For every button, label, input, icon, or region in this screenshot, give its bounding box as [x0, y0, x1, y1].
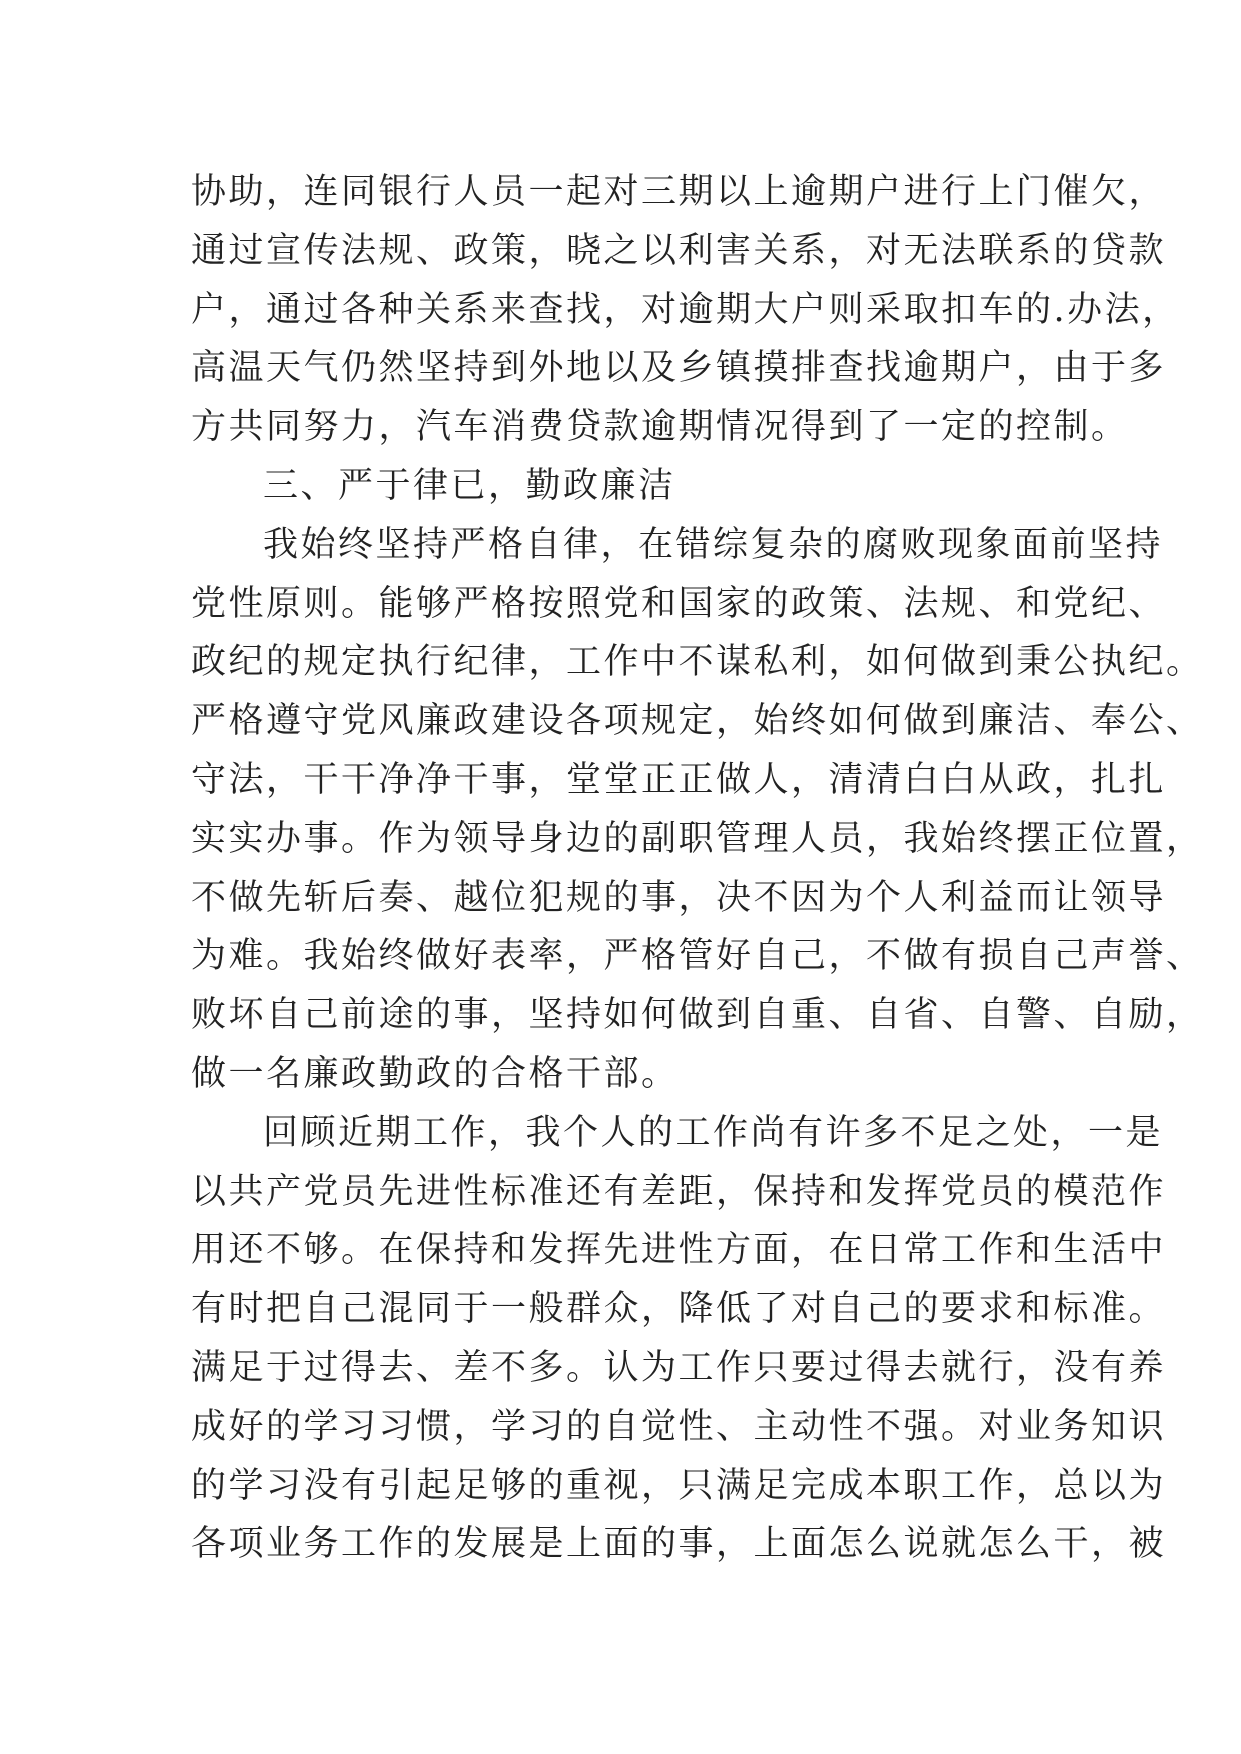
text-line: 方共同努力，汽车消费贷款逾期情况得到了一定的控制。 [191, 407, 1129, 448]
text-line: 败坏自己前途的事，坚持如何做到自重、自省、自警、自励， [191, 995, 1204, 1036]
text-line: 高温天气仍然坚持到外地以及乡镇摸排查找逾期户，由于多 [191, 348, 1167, 389]
paragraph-first-line: 我始终坚持严格自律，在错综复杂的腐败现象面前坚持 [263, 524, 1164, 565]
text-line: 的学习没有引起足够的重视，只满足完成本职工作，总以为 [191, 1465, 1167, 1506]
text-line: 用还不够。在保持和发挥先进性方面，在日常工作和生活中 [191, 1230, 1167, 1271]
text-line: 守法，干干净净干事，堂堂正正做人，清清白白从政，扎扎 [191, 759, 1167, 800]
text-line: 以共产党员先进性标准还有差距，保持和发挥党员的模范作 [191, 1171, 1167, 1212]
text-line: 不做先斩后奏、越位犯规的事，决不因为个人利益而让领导 [191, 877, 1167, 918]
text-line: 严格遵守党风廉政建设各项规定，始终如何做到廉洁、奉公、 [191, 701, 1204, 742]
document-body [191, 163, 1204, 1574]
text-line: 有时把自己混同于一般群众，降低了对自己的要求和标准。 [191, 1289, 1167, 1330]
section-heading: 三、严于律已，勤政廉洁 [263, 465, 676, 506]
text-line: 成好的学习习惯，学习的自觉性、主动性不强。对业务知识 [191, 1406, 1167, 1447]
text-line: 各项业务工作的发展是上面的事，上面怎么说就怎么干，被 [191, 1524, 1167, 1565]
paragraph-first-line: 回顾近期工作，我个人的工作尚有许多不足之处，一是 [263, 1112, 1164, 1153]
text-line: 通过宣传法规、政策，晓之以利害关系，对无法联系的贷款 [191, 230, 1167, 271]
text-line: 做一名廉政勤政的合格干部。 [191, 1053, 679, 1094]
text-line: 为难。我始终做好表率，严格管好自己，不做有损自己声誉、 [191, 936, 1204, 977]
text-line: 党性原则。能够严格按照党和国家的政策、法规、和党纪、 [191, 583, 1167, 624]
text-line: 实实办事。作为领导身边的副职管理人员，我始终摆正位置， [191, 818, 1204, 859]
text-line: 政纪的规定执行纪律，工作中不谋私利，如何做到秉公执纪。 [191, 642, 1204, 683]
text-line: 协助，连同银行人员一起对三期以上逾期户进行上门催欠， [191, 172, 1167, 212]
text-line: 满足于过得去、差不多。认为工作只要过得去就行，没有养 [191, 1347, 1167, 1388]
text-line: 户，通过各种关系来查找，对逾期大户则采取扣车的.办法， [191, 289, 1180, 330]
